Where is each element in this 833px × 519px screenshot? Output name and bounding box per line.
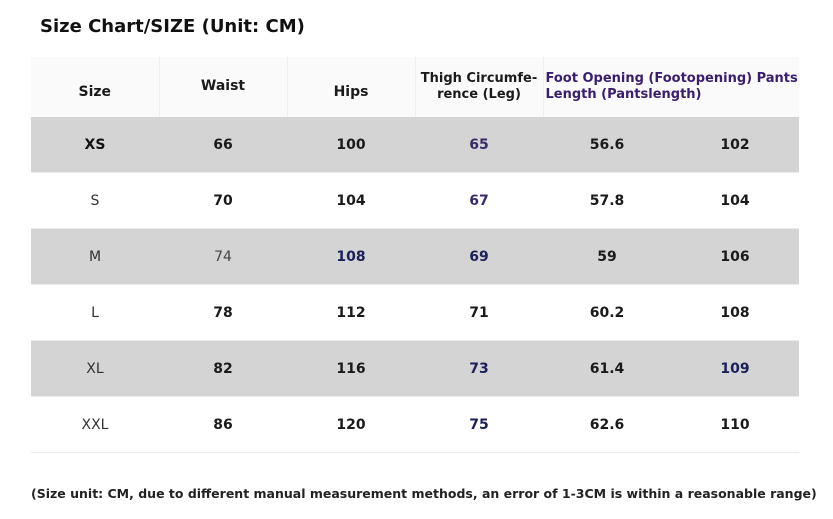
- pants-length-cell: 109: [671, 341, 799, 397]
- size-cell: M: [31, 229, 159, 285]
- header-thigh: Thigh Circumfe-rence (Leg): [415, 57, 543, 117]
- size-chart-table: [31, 57, 799, 453]
- pants-length-cell: 102: [671, 117, 799, 173]
- header-waist: Waist: [159, 57, 287, 117]
- waist-cell: 70: [159, 173, 287, 229]
- pants-length-cell: 108: [671, 285, 799, 341]
- pants-length-cell: 110: [671, 397, 799, 453]
- thigh-cell: 69: [415, 229, 543, 285]
- foot-opening-cell: 57.8: [543, 173, 671, 229]
- foot-opening-cell: 60.2: [543, 285, 671, 341]
- hips-cell: 104: [287, 173, 415, 229]
- size-cell: XL: [31, 341, 159, 397]
- waist-cell: 66: [159, 117, 287, 173]
- foot-opening-cell: 62.6: [543, 397, 671, 453]
- waist-cell: 78: [159, 285, 287, 341]
- table-row: [31, 341, 799, 397]
- hips-cell: 108: [287, 229, 415, 285]
- hips-cell: 112: [287, 285, 415, 341]
- hips-cell: 116: [287, 341, 415, 397]
- table-row: [31, 229, 799, 285]
- size-cell: XS: [31, 117, 159, 173]
- table-row: [31, 117, 799, 173]
- thigh-cell: 73: [415, 341, 543, 397]
- page-title: Size Chart/SIZE (Unit: CM): [40, 16, 305, 37]
- size-cell: XXL: [31, 397, 159, 453]
- table-row: [31, 285, 799, 341]
- foot-opening-cell: 56.6: [543, 117, 671, 173]
- foot-opening-cell: 61.4: [543, 341, 671, 397]
- thigh-cell: 71: [415, 285, 543, 341]
- size-cell: L: [31, 285, 159, 341]
- pants-length-cell: 106: [671, 229, 799, 285]
- waist-cell: 74: [159, 229, 287, 285]
- measurement-note: (Size unit: CM, due to different manual measurement methods, an error of 1-3CM is within a reasonable range): [31, 486, 817, 501]
- thigh-cell: 67: [415, 173, 543, 229]
- thigh-cell: 65: [415, 117, 543, 173]
- size-cell: S: [31, 173, 159, 229]
- header-size: Size: [31, 57, 159, 117]
- table-row: [31, 173, 799, 229]
- hips-cell: 100: [287, 117, 415, 173]
- pants-length-cell: 104: [671, 173, 799, 229]
- header-row: [31, 57, 799, 117]
- thigh-cell: 75: [415, 397, 543, 453]
- foot-opening-cell: 59: [543, 229, 671, 285]
- waist-cell: 82: [159, 341, 287, 397]
- header-foot-opening-pants-length: Foot Opening (Footopening) Pants Length (Pantslength): [543, 57, 799, 117]
- header-hips: Hips: [287, 57, 415, 117]
- waist-cell: 86: [159, 397, 287, 453]
- table-row: [31, 397, 799, 453]
- hips-cell: 120: [287, 397, 415, 453]
